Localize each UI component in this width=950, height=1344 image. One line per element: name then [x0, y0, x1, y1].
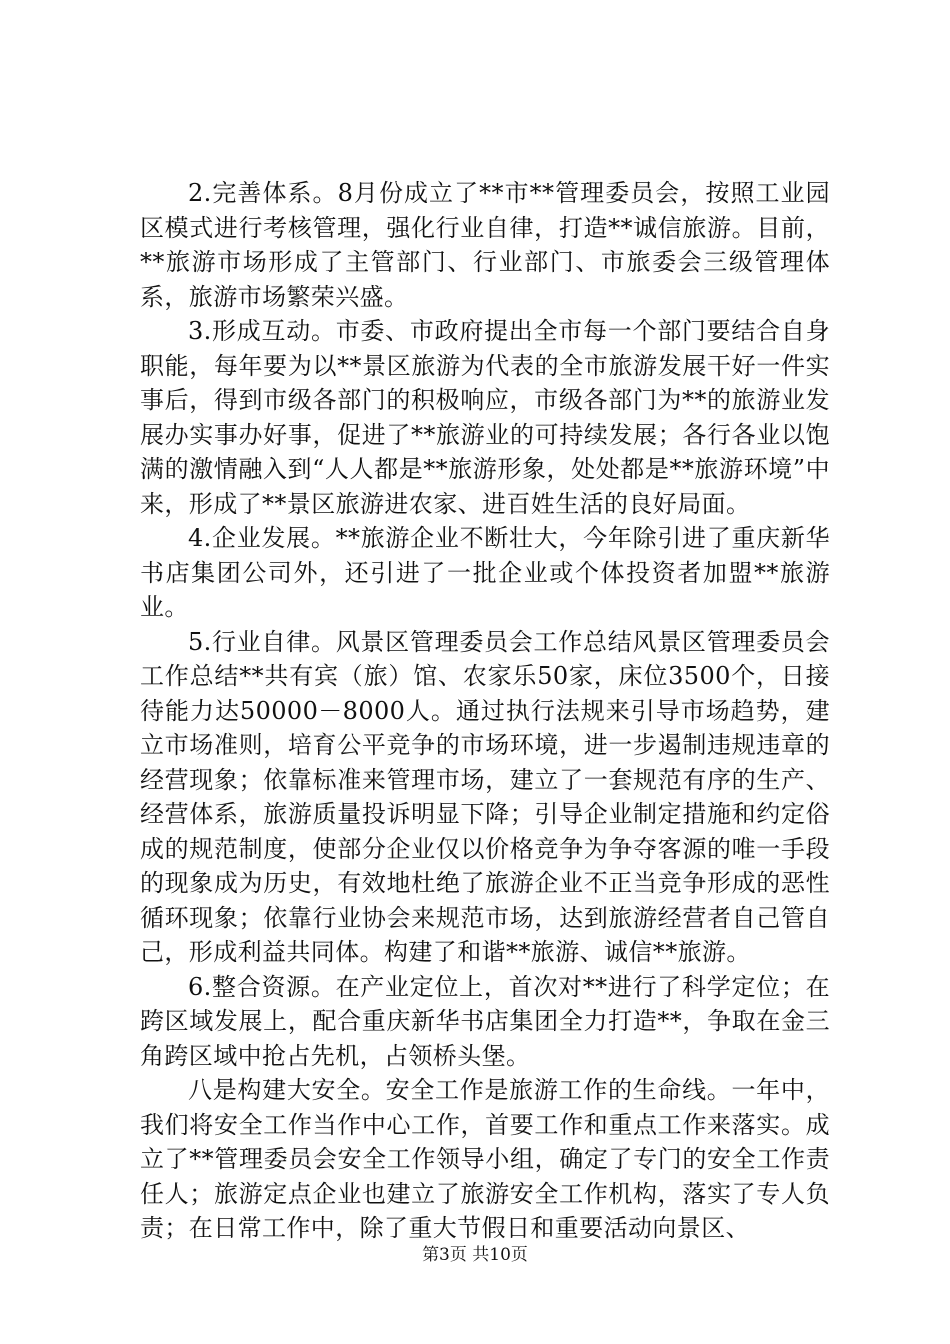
page-footer — [0, 1244, 950, 1266]
paragraph-form-interaction: 3.形成互动。市委、市政府提出全市每一个部门要结合自身职能，每年要为以**景区旅游为代表的全市旅游发展干好一件实事后，得到市级各部门的积极响应，市级各部门为**的旅游业发展办实事办好事，促进了**旅游业的可持续发展；各行各业以饱满的激情融入到“人人都是**旅游形象，处处都是**旅游环境”中来，形成了**景区旅游进农家、进百姓生活的良好局面。 — [140, 317, 830, 518]
body-text — [140, 176, 830, 1246]
paragraph-industry-self-discipline: 5.行业自律。风景区管理委员会工作总结风景区管理委员会工作总结**共有宾（旅）馆、农家乐50家，床位3500个，日接待能力达50000－8000人。通过执行法规来引导市场趋势，建立市场准则，培育公平竞争的市场环境，进一步遏制违规违章的经营现象；依靠标准来管理市场，建立了一套规范有序的生产、经营体系，旅游质量投诉明显下降；引导企业制定措施和约定俗成的规范制度，使部分企业仅以价格竞争为争夺客源的唯一手段的现象成为历史，有效地杜绝了旅游企业不正当竞争形成的恶性循环现象；依靠行业协会来规范市场，达到旅游经营者自己管自己，形成利益共同体。构建了和谐**旅游、诚信**旅游。 — [140, 627, 830, 966]
paragraph-integrate-resources: 6.整合资源。在产业定位上，首次对**进行了科学定位；在跨区域发展上，配合重庆新华书店集团全力打造**，争取在金三角跨区域中抢占先机，占领桥头堡。 — [140, 972, 830, 1070]
page-number-label: 第3页 共10页 — [422, 1245, 528, 1265]
paragraph-improve-system: 2.完善体系。8月份成立了**市**管理委员会，按照工业园区模式进行考核管理，强化行业自律，打造**诚信旅游。目前，**旅游市场形成了主管部门、行业部门、市旅委会三级管理体系，旅游市场繁荣兴盛。 — [140, 179, 830, 311]
paragraph-build-safety: 八是构建大安全。安全工作是旅游工作的生命线。一年中，我们将安全工作当作中心工作，首要工作和重点工作来落实。成立了**管理委员会安全工作领导小组，确定了专门的安全工作责任人；旅游定点企业也建立了旅游安全工作机构，落实了专人负责；在日常工作中，除了重大节假日和重要活动向景区、 — [140, 1076, 830, 1242]
paragraph-enterprise-development: 4.企业发展。**旅游企业不断壮大，今年除引进了重庆新华书店集团公司外，还引进了一批企业或个体投资者加盟**旅游业。 — [140, 524, 830, 621]
